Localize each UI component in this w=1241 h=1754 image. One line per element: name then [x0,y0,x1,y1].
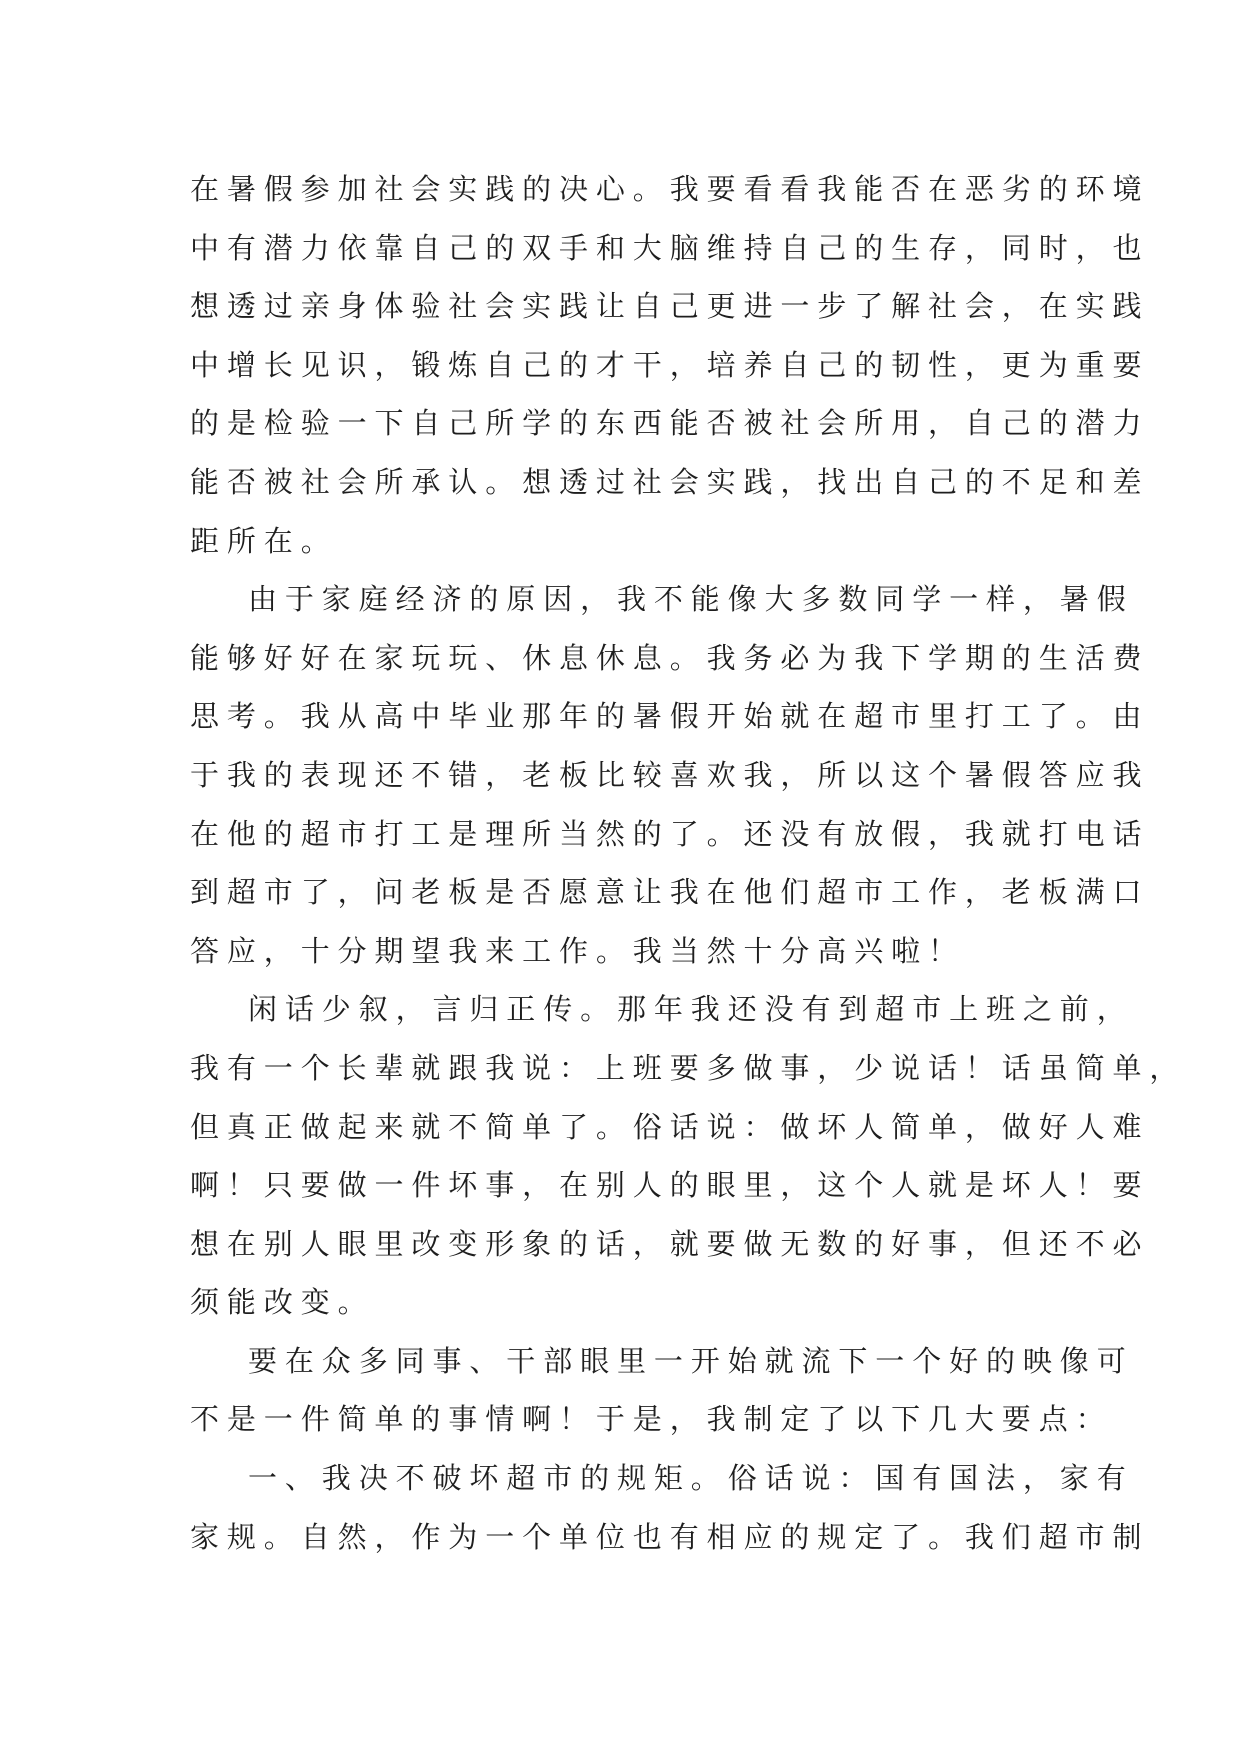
text-line: 闲话少叙，言归正传。那年我还没有到超市上班之前， [248,992,1134,1027]
text-line: 的是检验一下自己所学的东西能否被社会所用，自己的潜力 [190,406,1150,441]
text-line: 一、我决不破坏超市的规矩。俗话说：国有国法，家有 [248,1461,1134,1496]
text-line: 于我的表现还不错，老板比较喜欢我，所以这个暑假答应我 [190,757,1150,792]
paragraph-4 [190,1332,1134,1449]
text-line: 能够好好在家玩玩、休息休息。我务必为我下学期的生活费 [190,640,1150,675]
text-line: 距所在。 [190,523,338,558]
text-line: 在暑假参加社会实践的决心。我要看看我能否在恶劣的环境 [190,172,1150,206]
paragraph-2 [190,570,1150,980]
paragraph-1 [190,160,1150,570]
text-line: 在他的超市打工是理所当然的了。还没有放假，我就打电话 [190,816,1150,851]
text-line: 想透过亲身体验社会实践让自己更进一步了解社会，在实践 [190,289,1150,324]
text-line: 不是一件简单的事情啊！于是，我制定了以下几大要点： [190,1402,1113,1437]
text-line: 啊！只要做一件坏事，在别人的眼里，这个人就是坏人！要 [190,1168,1150,1203]
text-line: 到超市了，问老板是否愿意让我在他们超市工作，老板满口 [190,875,1150,910]
text-line: 想在别人眼里改变形象的话，就要做无数的好事，但还不必 [190,1226,1150,1261]
text-line: 思考。我从高中毕业那年的暑假开始就在超市里打工了。由 [190,699,1150,734]
text-line: 中增长见识，锻炼自己的才干，培养自己的韧性，更为重要 [190,347,1150,382]
text-line: 由于家庭经济的原因，我不能像大多数同学一样，暑假 [248,582,1134,617]
document-body [190,160,1187,1566]
text-line: 但真正做起来就不简单了。俗话说：做坏人简单，做好人难 [190,1109,1150,1144]
text-line: 要在众多同事、干部眼里一开始就流下一个好的映像可 [248,1343,1134,1378]
text-line: 须能改变。 [190,1285,375,1320]
text-line: 能否被社会所承认。想透过社会实践，找出自己的不足和差 [190,464,1150,499]
paragraph-5 [190,1449,1150,1566]
text-line: 答应，十分期望我来工作。我当然十分高兴啦！ [190,933,965,968]
text-line: 家规。自然，作为一个单位也有相应的规定了。我们超市制 [190,1519,1150,1554]
text-line: 我有一个长辈就跟我说：上班要多做事，少说话！话虽简单， [190,1050,1187,1085]
paragraph-3 [190,980,1187,1332]
text-line: 中有潜力依靠自己的双手和大脑维持自己的生存，同时，也 [190,230,1150,265]
